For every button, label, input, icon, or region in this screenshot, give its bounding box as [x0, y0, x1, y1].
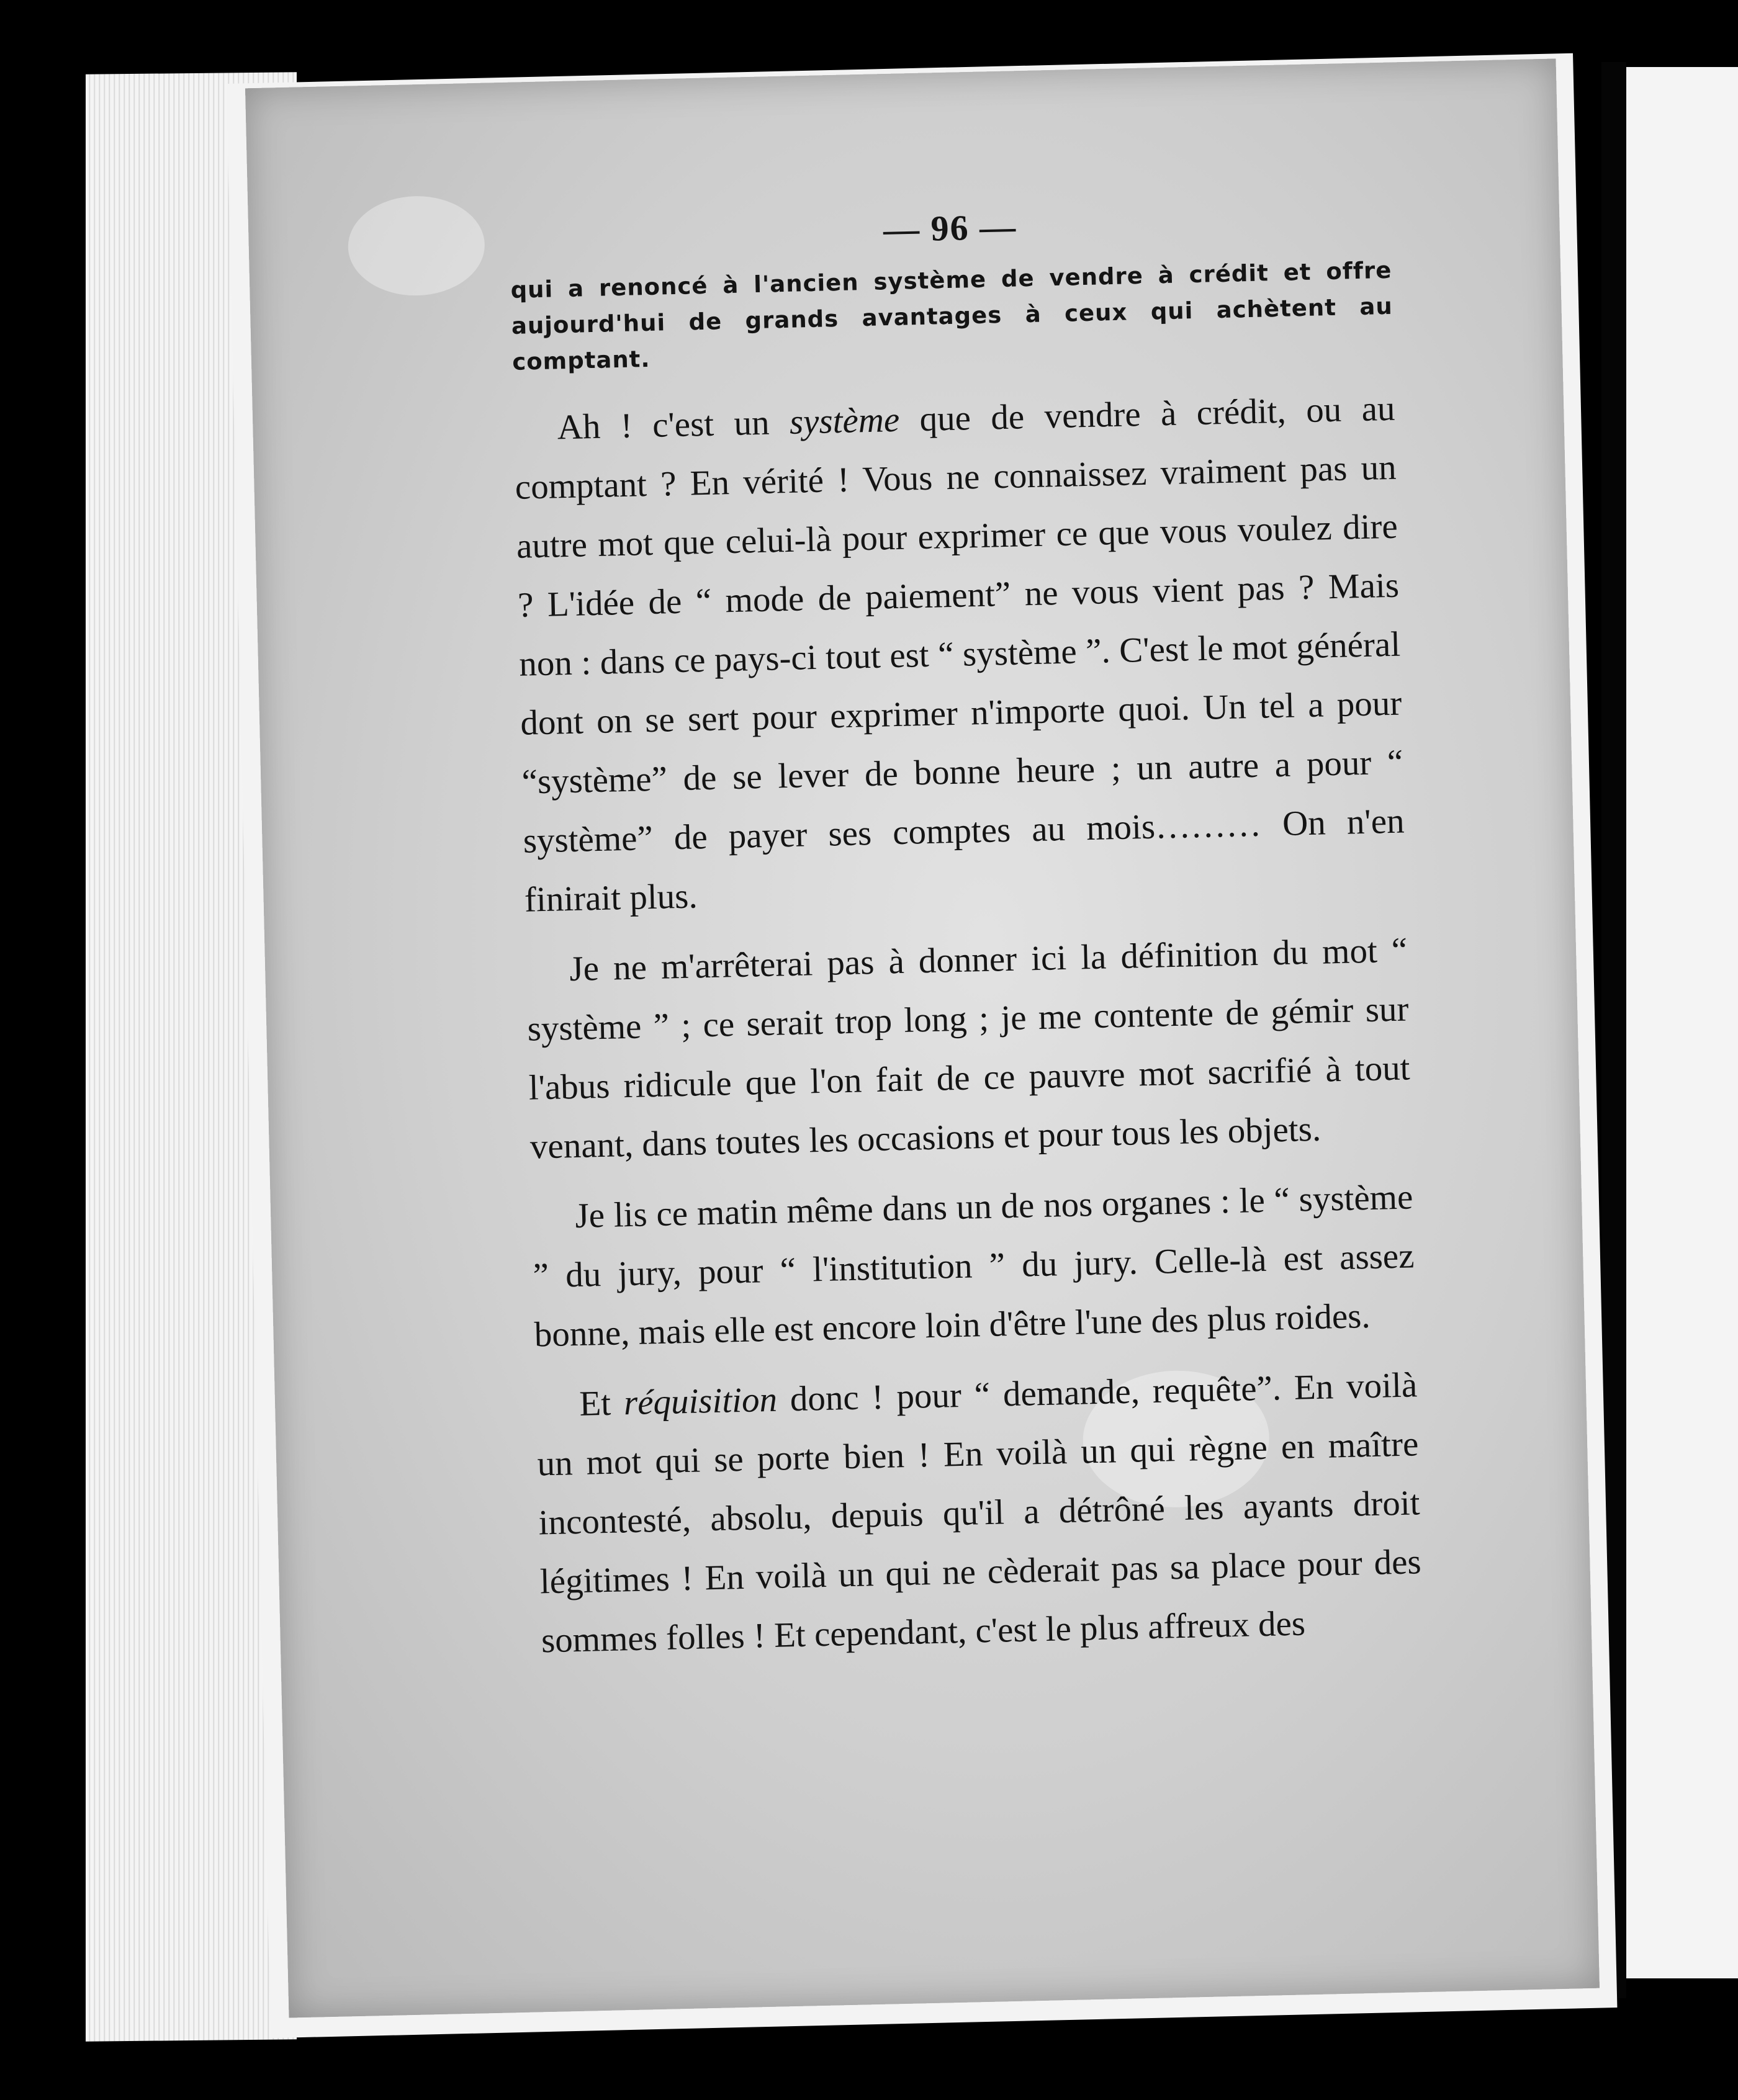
paragraph-2 [525, 920, 1412, 1176]
page-text [509, 197, 1423, 1682]
italic-word: système [789, 400, 900, 442]
paragraph-text: Ah ! c'est un [556, 402, 790, 447]
paragraph-text: que de vendre à crédit, ou au comptant ? En vérité ! Vous ne connaissez vraiment pas un autre mot que celui-là pour exprimer ce que vous voulez dire ? L'idée de “ mode de paiement” ne vous vient pas ? Mais non : dans ce pays-ci tout est “ système ”. C'est le mot général dont on se sert pour exprimer n'importe quoi. Un tel a pour “système” de se lever de bonne heure ; un autre a pour “ système” de payer ses comptes au mois……… On n'en finirait plus. [515, 388, 1405, 920]
paragraph-1 [513, 379, 1407, 930]
paragraph-text: Je ne m'arrêterai pas à donner ici la définition du mot “ système ” ; ce serait trop long ; je me contente de gémir sur l'abus ridicule que l'on fait de ce pauvre mot sacrifié à tout venant, dans toutes les occasions et pour tous les objets. [526, 930, 1411, 1167]
next-page-edge [1626, 67, 1738, 1978]
paragraph-4 [535, 1355, 1423, 1670]
paper-stain [347, 195, 486, 297]
paragraph-text: Et [579, 1383, 624, 1424]
paragraph-3 [531, 1167, 1416, 1364]
italic-word: réquisition [623, 1380, 778, 1423]
page-number: — 96 — [883, 206, 1017, 250]
lead-paragraph: qui a renoncé à l'ancien système de vendre à crédit et offre aujourd'hui de grands avantages à ceux qui achètent au comptant. [510, 256, 1394, 375]
paragraph-text: donc ! pour “ demande, requête”. En voilà un mot qui se porte bien ! En voilà un qui règne en maître incontesté, absolu, depuis qu'il a détrôné les ayants droit légitimes ! En voilà un qui ne cèderait pas sa place pour des sommes folles ! Et cependant, c'est le plus affreux des [536, 1365, 1422, 1661]
paragraph-text: Je lis ce matin même dans un de nos organes : le “ système ” du jury, pour “ l'institution ” du jury. Celle-là est assez bonne, mais elle est encore loin d'être l'une des plus roides. [533, 1177, 1415, 1355]
